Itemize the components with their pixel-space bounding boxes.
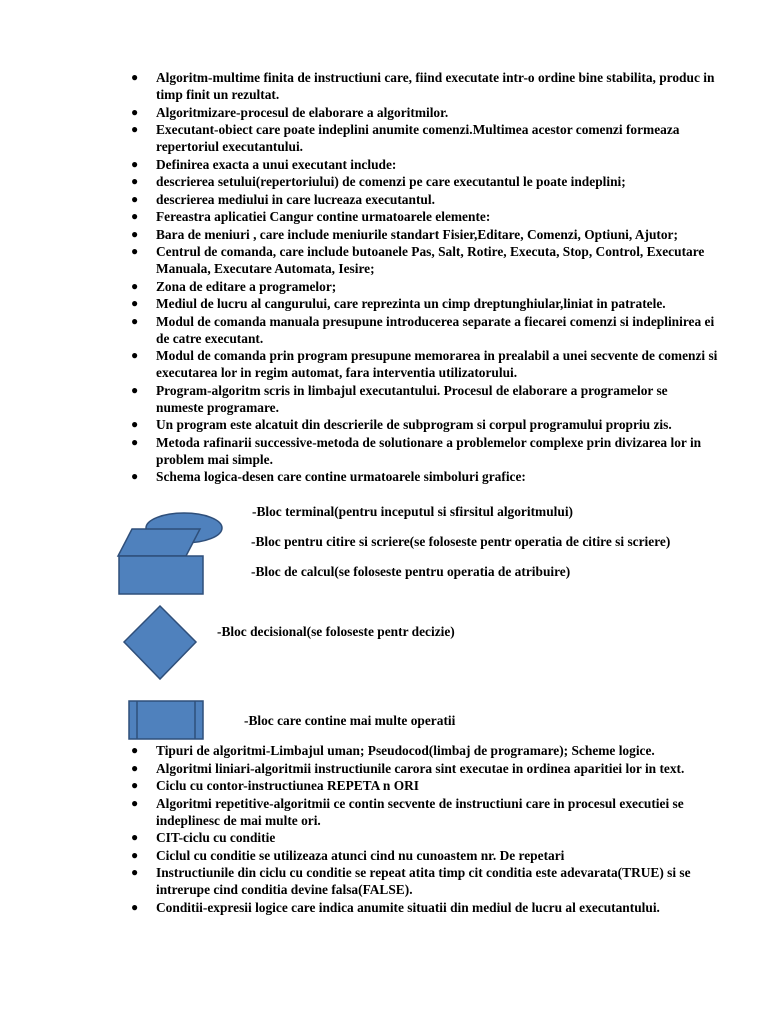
subprogram-symbol-label: -Bloc care contine mai multe operatii [244, 713, 456, 728]
list-item-text: Modul de comanda manuala presupune introducerea separate a fiecarei comenzi si indeplinirea ei de catre executant. [156, 313, 715, 346]
list-item-text: Algoritmi liniari-algoritmii instructiunile carora sint executae in ordinea aparitiei lor in text. [156, 760, 685, 776]
list-item [0, 899, 768, 916]
list-item [0, 742, 768, 759]
bullet-icon: ● [131, 104, 139, 119]
list-item-text: Un program este alcatuit din descrierile de subprogram si corpul programului propriu zis. [156, 417, 672, 432]
bullet-icon: ● [131, 348, 139, 362]
bullet-icon: ● [131, 122, 139, 136]
list-item-text: descrierea mediului in care lucreaza executantul. [156, 191, 435, 207]
bullet-icon: ● [131, 743, 139, 757]
list-item-text: Fereastra aplicatiei Cangur contine urmatoarele elemente: [156, 209, 491, 224]
bullet-icon: ● [131, 70, 139, 84]
list-item-text: Bara de meniuri , care include meniurile standart Fisier,Editare, Comenzi, Optiuni, Ajutor; [156, 226, 678, 242]
terminal-symbol-label: -Bloc terminal(pentru inceputul si sfirsitul algoritmului) [252, 504, 573, 519]
list-item-text: Ciclu cu contor-instructiunea REPETA n ORI [156, 778, 419, 793]
list-item [0, 777, 768, 794]
list-item [0, 829, 768, 846]
bullet-icon: ● [131, 156, 139, 171]
list-item-text: Ciclul cu conditie se utilizeaza atunci cind nu cunoastem nr. De repetari [156, 847, 565, 863]
list-item-text: descrierea setului(repertoriului) de comenzi pe care executantul le poate indeplini; [156, 174, 626, 189]
bullet-icon: ● [131, 382, 139, 397]
list-item [0, 847, 768, 864]
bullet-icon: ● [131, 191, 139, 206]
bullet-icon: ● [131, 778, 139, 792]
bullet-icon: ● [131, 296, 139, 310]
list-item-text: Schema logica-desen care contine urmatoarele simboluri grafice: [156, 469, 526, 484]
list-item-text: Metoda rafinarii successive-metoda de solutionare a problemelor complexe prin divizarea lor in problem mai simple. [156, 434, 702, 467]
subprogram-symbol [129, 701, 203, 739]
bullet-icon: ● [131, 830, 139, 844]
bullet-icon: ● [131, 760, 139, 775]
io-symbol-label: -Bloc pentru citire si scriere(se foloseste pentr operatia de citire si scriere) [251, 534, 671, 549]
list-item [0, 795, 768, 829]
bullet-icon: ● [131, 469, 139, 483]
bullet-icon: ● [131, 417, 139, 431]
list-item-text: Conditii-expresii logice care indica anumite situatii din mediul de lucru al executantului. [156, 899, 660, 915]
bullet-icon: ● [131, 795, 139, 810]
list-item-text: Zona de editare a programelor; [156, 278, 337, 294]
bullet-icon: ● [131, 244, 139, 258]
bullet-icon: ● [131, 899, 139, 914]
list-item-text: Centrul de comanda, care include butoanele Pas, Salt, Rotire, Executa, Stop, Control, Executare Manuala, Executare Automata, Iesire; [156, 244, 705, 276]
list-item-text: Definirea exacta a unui executant include: [156, 156, 397, 172]
list-item-text: Algoritmizare-procesul de elaborare a algoritmilor. [156, 104, 449, 120]
bullet-icon: ● [131, 174, 139, 188]
list-item [0, 864, 768, 898]
decision-symbol [124, 606, 196, 679]
list-item-text: Tipuri de algoritmi-Limbajul uman; Pseudocod(limbaj de programare); Scheme logice. [156, 743, 655, 758]
list-item-text: Executant-obiect care poate indeplini anumite comenzi.Multimea acestor comenzi formeaza repertoriul executantului. [156, 122, 680, 154]
list-item-text: CIT-ciclu cu conditie [156, 830, 276, 845]
bullet-icon: ● [131, 226, 139, 241]
list-item-text: Program-algoritm scris in limbajul executantului. Procesul de elaborare a programelor se numeste programare. [156, 382, 668, 415]
process-symbol [119, 556, 203, 594]
process-symbol-label: -Bloc de calcul(se foloseste pentru operatia de atribuire) [251, 564, 571, 579]
bullet-icon: ● [131, 278, 139, 293]
bullet-icon: ● [131, 209, 139, 223]
io-symbol [118, 529, 200, 556]
list-item-text: Instructiunile din ciclu cu conditie se repeat atita timp cit conditia este adevarata(TRUE) si se intrerupe cind conditia devine falsa(FALSE). [156, 865, 691, 897]
bullet-icon: ● [131, 847, 139, 862]
bullet-icon: ● [131, 434, 139, 449]
list-item-text: Mediul de lucru al cangurului, care reprezinta un cimp dreptunghiular,liniat in patratele. [156, 296, 666, 311]
list-item [0, 760, 768, 777]
list-item-text: Algoritmi repetitive-algoritmii ce contin secvente de instructiuni care in procesul executiei se indeplinesc de mai multe ori. [156, 795, 684, 828]
bullet-icon: ● [131, 313, 139, 328]
decision-symbol-label: -Bloc decisional(se foloseste pentr decizie) [217, 624, 455, 639]
list-item-text: Algoritm-multime finita de instructiuni care, fiind executate intr-o ordine bine stabilita, produc in timp finit un rezultat. [156, 70, 715, 102]
bullet-icon: ● [131, 865, 139, 879]
list-item-text: Modul de comanda prin program presupune memorarea in prealabil a unei secvente de comenzi si executarea lor in regim automat, fara interventia utilizatorului. [156, 348, 718, 380]
definitions-list-bottom [0, 742, 768, 916]
